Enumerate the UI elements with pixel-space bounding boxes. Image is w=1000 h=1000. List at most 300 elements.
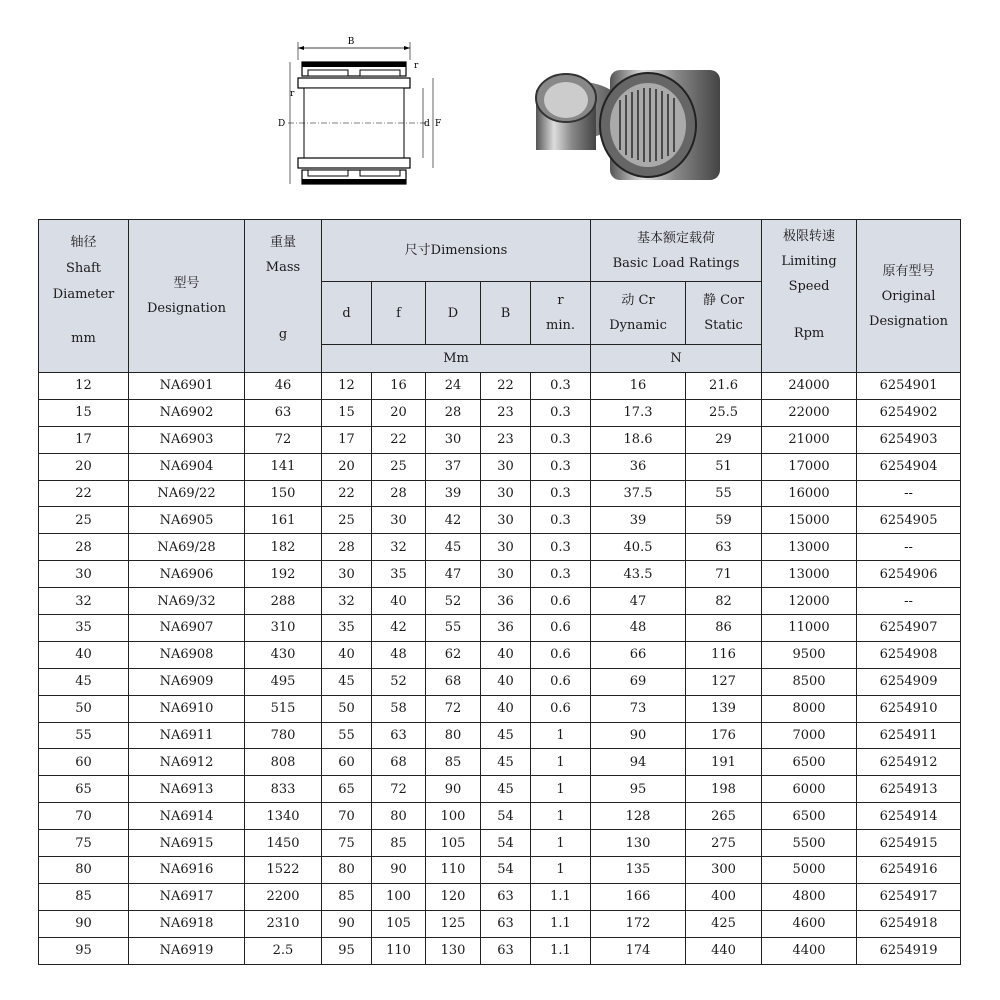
f-header: f	[372, 282, 426, 345]
table-row	[39, 453, 961, 480]
table-cell: 18.6	[591, 426, 686, 453]
table-cell: 59	[686, 507, 762, 534]
table-cell: 9500	[762, 641, 857, 668]
table-cell: 72	[426, 695, 481, 722]
table-row	[39, 857, 961, 884]
table-cell: 94	[591, 749, 686, 776]
table-cell: 32	[39, 588, 129, 615]
table-cell: 95	[39, 937, 129, 964]
table-cell: 68	[372, 749, 426, 776]
table-cell: 30	[481, 507, 531, 534]
table-row	[39, 534, 961, 561]
table-cell: 6000	[762, 776, 857, 803]
table-cell: 1450	[245, 830, 322, 857]
table-cell: --	[857, 480, 961, 507]
table-cell: 40	[481, 668, 531, 695]
table-header	[39, 220, 961, 373]
table-cell: NA69/32	[129, 588, 245, 615]
table-cell: 6254903	[857, 426, 961, 453]
table-cell: 1	[531, 857, 591, 884]
table-cell: 17.3	[591, 399, 686, 426]
table-cell: 55	[39, 722, 129, 749]
table-cell: 0.3	[531, 373, 591, 400]
table-cell: 65	[39, 776, 129, 803]
table-cell: 47	[591, 588, 686, 615]
table-cell: 440	[686, 937, 762, 964]
table-cell: 80	[372, 803, 426, 830]
table-body	[39, 373, 961, 965]
table-cell: 400	[686, 883, 762, 910]
table-cell: 63	[245, 399, 322, 426]
table-cell: 25.5	[686, 399, 762, 426]
table-cell: 30	[481, 534, 531, 561]
table-cell: 63	[372, 722, 426, 749]
table-cell: 6254904	[857, 453, 961, 480]
table-row	[39, 561, 961, 588]
table-cell: 60	[39, 749, 129, 776]
table-cell: 85	[322, 883, 372, 910]
table-cell: 176	[686, 722, 762, 749]
table-cell: NA6905	[129, 507, 245, 534]
cor-header: 静 Cor Static	[686, 282, 762, 345]
table-cell: 40	[322, 641, 372, 668]
table-cell: 0.3	[531, 507, 591, 534]
table-cell: 24000	[762, 373, 857, 400]
table-cell: 198	[686, 776, 762, 803]
table-cell: 20	[39, 453, 129, 480]
table-cell: NA6903	[129, 426, 245, 453]
table-row	[39, 480, 961, 507]
table-row	[39, 830, 961, 857]
table-cell: 13000	[762, 534, 857, 561]
label-F: F	[435, 119, 442, 129]
table-cell: 191	[686, 749, 762, 776]
table-cell: 288	[245, 588, 322, 615]
table-cell: 52	[372, 668, 426, 695]
table-row	[39, 588, 961, 615]
table-cell: 141	[245, 453, 322, 480]
dimensions-header: 尺寸Dimensions	[322, 220, 591, 282]
table-cell: 0.3	[531, 426, 591, 453]
table-cell: 28	[372, 480, 426, 507]
table-cell: 5000	[762, 857, 857, 884]
table-cell: 30	[372, 507, 426, 534]
table-cell: 8000	[762, 695, 857, 722]
table-cell: 42	[426, 507, 481, 534]
table-cell: 15000	[762, 507, 857, 534]
table-cell: 65	[322, 776, 372, 803]
table-cell: 40	[39, 641, 129, 668]
table-cell: 25	[39, 507, 129, 534]
table-cell: 43.5	[591, 561, 686, 588]
table-cell: 70	[322, 803, 372, 830]
table-cell: 52	[426, 588, 481, 615]
table-cell: 7000	[762, 722, 857, 749]
cr-header: 动 Cr Dynamic	[591, 282, 686, 345]
table-cell: 17000	[762, 453, 857, 480]
table-row	[39, 803, 961, 830]
table-cell: 20	[372, 399, 426, 426]
table-cell: 71	[686, 561, 762, 588]
table-cell: 51	[686, 453, 762, 480]
table-cell: 130	[426, 937, 481, 964]
table-row	[39, 615, 961, 642]
table-cell: 430	[245, 641, 322, 668]
table-cell: 21.6	[686, 373, 762, 400]
table-cell: 16	[591, 373, 686, 400]
table-cell: 20	[322, 453, 372, 480]
table-cell: 45	[481, 722, 531, 749]
table-cell: 85	[426, 749, 481, 776]
table-cell: 68	[426, 668, 481, 695]
table-cell: 0.3	[531, 534, 591, 561]
load-ratings-header: 基本额定载荷 Basic Load Ratings	[591, 220, 762, 282]
table-cell: 90	[322, 910, 372, 937]
table-cell: NA6907	[129, 615, 245, 642]
table-row	[39, 937, 961, 964]
table-cell: 127	[686, 668, 762, 695]
label-D: D	[278, 119, 286, 129]
table-cell: 28	[322, 534, 372, 561]
table-cell: 40.5	[591, 534, 686, 561]
table-cell: 150	[245, 480, 322, 507]
table-cell: 2200	[245, 883, 322, 910]
table-cell: 55	[686, 480, 762, 507]
table-row	[39, 426, 961, 453]
table-cell: 780	[245, 722, 322, 749]
table-cell: 37	[426, 453, 481, 480]
table-cell: 5500	[762, 830, 857, 857]
B-header: B	[481, 282, 531, 345]
table-cell: 45	[481, 749, 531, 776]
table-cell: 0.3	[531, 453, 591, 480]
table-cell: 310	[245, 615, 322, 642]
table-cell: 36	[481, 588, 531, 615]
table-cell: 30	[426, 426, 481, 453]
table-cell: 23	[481, 399, 531, 426]
table-cell: NA6915	[129, 830, 245, 857]
table-cell: 174	[591, 937, 686, 964]
table-cell: 22	[322, 480, 372, 507]
label-d: d	[424, 119, 430, 129]
table-cell: NA69/28	[129, 534, 245, 561]
table-cell: 45	[322, 668, 372, 695]
table-row	[39, 695, 961, 722]
table-cell: 1	[531, 722, 591, 749]
table-cell: 23	[481, 426, 531, 453]
table-cell: 2310	[245, 910, 322, 937]
table-cell: 32	[322, 588, 372, 615]
table-cell: 6254901	[857, 373, 961, 400]
table-cell: 28	[426, 399, 481, 426]
table-cell: 4400	[762, 937, 857, 964]
table-cell: 30	[322, 561, 372, 588]
table-cell: NA6911	[129, 722, 245, 749]
dim-unit-header: Mm	[322, 345, 591, 373]
table-cell: 13000	[762, 561, 857, 588]
table-cell: 1522	[245, 857, 322, 884]
table-cell: 12	[322, 373, 372, 400]
designation-header: 型号 Designation	[129, 220, 245, 373]
mass-header: 重量 Mass g	[245, 220, 322, 373]
table-cell: 16	[372, 373, 426, 400]
table-cell: 66	[591, 641, 686, 668]
table-cell: 39	[426, 480, 481, 507]
table-cell: 63	[481, 937, 531, 964]
table-cell: 48	[591, 615, 686, 642]
table-cell: 60	[322, 749, 372, 776]
table-cell: 36	[481, 615, 531, 642]
table-cell: 515	[245, 695, 322, 722]
table-cell: 1.1	[531, 910, 591, 937]
table-cell: 42	[372, 615, 426, 642]
table-cell: 12	[39, 373, 129, 400]
table-row	[39, 373, 961, 400]
table-cell: 300	[686, 857, 762, 884]
table-cell: 55	[322, 722, 372, 749]
table-cell: 2.5	[245, 937, 322, 964]
table-cell: NA6916	[129, 857, 245, 884]
label-r-top: r	[414, 61, 419, 71]
table-cell: 0.3	[531, 399, 591, 426]
table-cell: 24	[426, 373, 481, 400]
table-cell: 90	[39, 910, 129, 937]
table-cell: 6254907	[857, 615, 961, 642]
table-cell: 40	[372, 588, 426, 615]
table-cell: --	[857, 534, 961, 561]
table-cell: 6254902	[857, 399, 961, 426]
table-cell: 54	[481, 830, 531, 857]
table-cell: NA6906	[129, 561, 245, 588]
table-cell: 0.6	[531, 615, 591, 642]
table-cell: 4600	[762, 910, 857, 937]
table-cell: 120	[426, 883, 481, 910]
table-cell: 130	[591, 830, 686, 857]
table-cell: 30	[481, 480, 531, 507]
table-cell: 166	[591, 883, 686, 910]
table-cell: 6254913	[857, 776, 961, 803]
table-cell: 72	[372, 776, 426, 803]
table-cell: 6254910	[857, 695, 961, 722]
table-cell: NA6918	[129, 910, 245, 937]
table-cell: 50	[322, 695, 372, 722]
table-cell: 6254909	[857, 668, 961, 695]
table-cell: 6254905	[857, 507, 961, 534]
table-cell: 265	[686, 803, 762, 830]
table-cell: 70	[39, 803, 129, 830]
table-cell: 1	[531, 803, 591, 830]
table-cell: 80	[426, 722, 481, 749]
table-cell: 425	[686, 910, 762, 937]
table-cell: 4800	[762, 883, 857, 910]
D-header: D	[426, 282, 481, 345]
table-cell: 63	[686, 534, 762, 561]
table-cell: 86	[686, 615, 762, 642]
table-cell: 22000	[762, 399, 857, 426]
table-cell: 6254912	[857, 749, 961, 776]
table-cell: 72	[245, 426, 322, 453]
table-cell: 6254918	[857, 910, 961, 937]
table-cell: NA6901	[129, 373, 245, 400]
table-cell: NA6913	[129, 776, 245, 803]
table-cell: 833	[245, 776, 322, 803]
table-cell: 6500	[762, 749, 857, 776]
table-cell: NA69/22	[129, 480, 245, 507]
table-cell: 116	[686, 641, 762, 668]
table-cell: 85	[372, 830, 426, 857]
table-cell: NA6902	[129, 399, 245, 426]
table-cell: 25	[322, 507, 372, 534]
table-cell: 35	[372, 561, 426, 588]
table-cell: 110	[372, 937, 426, 964]
table-cell: 22	[481, 373, 531, 400]
table-cell: 6254906	[857, 561, 961, 588]
table-cell: 8500	[762, 668, 857, 695]
table-row	[39, 776, 961, 803]
table-row	[39, 883, 961, 910]
table-cell: 37.5	[591, 480, 686, 507]
bearing-cross-section-drawing	[268, 30, 448, 195]
table-cell: 22	[39, 480, 129, 507]
table-cell: 85	[39, 883, 129, 910]
table-cell: 1.1	[531, 883, 591, 910]
table-cell: 6254915	[857, 830, 961, 857]
original-designation-header: 原有型号 Original Designation	[857, 220, 961, 373]
bearing-photo	[520, 40, 740, 190]
d-header: d	[322, 282, 372, 345]
table-cell: 30	[39, 561, 129, 588]
table-cell: 182	[245, 534, 322, 561]
speed-header: 极限转速 Limiting Speed Rpm	[762, 220, 857, 373]
table-cell: 192	[245, 561, 322, 588]
table-cell: 0.3	[531, 480, 591, 507]
table-cell: --	[857, 588, 961, 615]
table-row	[39, 910, 961, 937]
table-cell: 45	[39, 668, 129, 695]
table-cell: 0.6	[531, 641, 591, 668]
table-cell: 90	[426, 776, 481, 803]
table-row	[39, 722, 961, 749]
table-cell: 0.6	[531, 668, 591, 695]
label-r-left: r	[290, 89, 295, 99]
table-cell: 35	[322, 615, 372, 642]
table-cell: 125	[426, 910, 481, 937]
table-cell: 6254914	[857, 803, 961, 830]
table-cell: 28	[39, 534, 129, 561]
table-cell: 62	[426, 641, 481, 668]
table-cell: 11000	[762, 615, 857, 642]
table-cell: 808	[245, 749, 322, 776]
table-cell: 25	[372, 453, 426, 480]
table-cell: 69	[591, 668, 686, 695]
table-row	[39, 399, 961, 426]
table-cell: 1	[531, 776, 591, 803]
table-cell: 75	[322, 830, 372, 857]
table-cell: NA6908	[129, 641, 245, 668]
table-cell: 128	[591, 803, 686, 830]
table-cell: 17	[322, 426, 372, 453]
table-cell: 12000	[762, 588, 857, 615]
table-cell: 63	[481, 883, 531, 910]
table-cell: 100	[426, 803, 481, 830]
table-cell: 6254916	[857, 857, 961, 884]
table-cell: 6254908	[857, 641, 961, 668]
shaft-header: 轴径 Shaft Diameter mm	[39, 220, 129, 373]
table-cell: NA6919	[129, 937, 245, 964]
table-cell: 1340	[245, 803, 322, 830]
table-cell: 495	[245, 668, 322, 695]
table-cell: 6254919	[857, 937, 961, 964]
table-cell: NA6910	[129, 695, 245, 722]
table-cell: 105	[372, 910, 426, 937]
table-cell: 1	[531, 830, 591, 857]
table-cell: 40	[481, 695, 531, 722]
table-row	[39, 749, 961, 776]
table-cell: 15	[39, 399, 129, 426]
table-cell: 30	[481, 453, 531, 480]
table-cell: 110	[426, 857, 481, 884]
table-cell: NA6904	[129, 453, 245, 480]
table-cell: 90	[372, 857, 426, 884]
table-cell: 139	[686, 695, 762, 722]
table-cell: 100	[372, 883, 426, 910]
r-header: r min.	[531, 282, 591, 345]
table-cell: 21000	[762, 426, 857, 453]
table-cell: 63	[481, 910, 531, 937]
table-cell: 82	[686, 588, 762, 615]
table-cell: NA6917	[129, 883, 245, 910]
table-cell: 17	[39, 426, 129, 453]
table-cell: 16000	[762, 480, 857, 507]
table-cell: 54	[481, 857, 531, 884]
table-cell: NA6912	[129, 749, 245, 776]
table-cell: 48	[372, 641, 426, 668]
table-cell: 6254911	[857, 722, 961, 749]
table-cell: 75	[39, 830, 129, 857]
specification-table	[38, 219, 961, 965]
table-cell: NA6909	[129, 668, 245, 695]
table-cell: 161	[245, 507, 322, 534]
table-cell: 45	[481, 776, 531, 803]
table-cell: 58	[372, 695, 426, 722]
table-cell: 105	[426, 830, 481, 857]
table-cell: 50	[39, 695, 129, 722]
table-cell: 35	[39, 615, 129, 642]
table-cell: 45	[426, 534, 481, 561]
table-cell: 95	[591, 776, 686, 803]
table-cell: 30	[481, 561, 531, 588]
table-cell: 90	[591, 722, 686, 749]
table-cell: 172	[591, 910, 686, 937]
table-cell: 135	[591, 857, 686, 884]
table-cell: 95	[322, 937, 372, 964]
table-cell: 6254917	[857, 883, 961, 910]
table-cell: 6500	[762, 803, 857, 830]
table-cell: 0.6	[531, 588, 591, 615]
table-cell: 0.3	[531, 561, 591, 588]
table-cell: 39	[591, 507, 686, 534]
load-unit-header: N	[591, 345, 762, 373]
table-cell: 1	[531, 749, 591, 776]
table-cell: 80	[322, 857, 372, 884]
table-cell: 80	[39, 857, 129, 884]
table-cell: 32	[372, 534, 426, 561]
table-row	[39, 641, 961, 668]
table-cell: 73	[591, 695, 686, 722]
table-cell: 22	[372, 426, 426, 453]
table-cell: 46	[245, 373, 322, 400]
table-cell: 15	[322, 399, 372, 426]
